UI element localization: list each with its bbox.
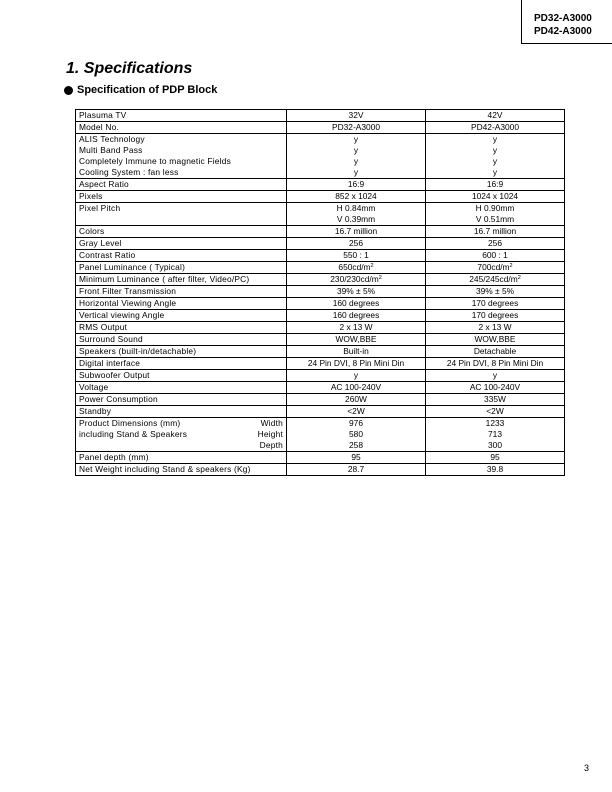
spec-value-32v bbox=[287, 464, 426, 476]
spec-value-text: y bbox=[492, 167, 498, 178]
spec-value-42v bbox=[426, 226, 565, 238]
spec-label-cell bbox=[76, 334, 287, 346]
spec-value-text: 256 bbox=[349, 238, 363, 249]
spec-label-cell bbox=[76, 156, 287, 167]
spec-value-text: PD32-A3000 bbox=[332, 122, 380, 133]
spec-value-text: 230/230cd/m bbox=[330, 274, 379, 285]
spec-label: Cooling System : fan less bbox=[79, 167, 179, 178]
spec-label: Standby bbox=[79, 406, 112, 417]
spec-label: Contrast Ratio bbox=[79, 250, 136, 261]
spec-label-cell bbox=[76, 418, 287, 430]
table-row bbox=[76, 310, 565, 322]
header-cell-42v: 42V bbox=[426, 110, 565, 122]
spec-value-text: 600 : 1 bbox=[482, 250, 508, 261]
spec-label-cell bbox=[76, 394, 287, 406]
spec-label-cell bbox=[76, 274, 287, 286]
table-row bbox=[76, 167, 565, 179]
table-row bbox=[76, 122, 565, 134]
spec-value-32v bbox=[287, 286, 426, 298]
spec-value-32v bbox=[287, 238, 426, 250]
spec-label: Aspect Ratio bbox=[79, 179, 129, 190]
table-row bbox=[76, 274, 565, 286]
table-row bbox=[76, 203, 565, 215]
spec-value-42v bbox=[426, 322, 565, 334]
spec-value-42v bbox=[426, 429, 565, 440]
spec-label: Panel Luminance ( Typical) bbox=[79, 262, 186, 273]
spec-value-text: 39% ± 5% bbox=[336, 286, 376, 297]
spec-value-42v bbox=[426, 310, 565, 322]
spec-value-32v bbox=[287, 382, 426, 394]
spec-label: Completely Immune to magnetic Fields bbox=[79, 156, 231, 167]
spec-value-text: 713 bbox=[488, 429, 502, 440]
spec-value-42v bbox=[426, 203, 565, 215]
spec-label: Pixels bbox=[79, 191, 103, 202]
spec-value-32v bbox=[287, 394, 426, 406]
model-number-42: PD42-A3000 bbox=[534, 26, 592, 37]
spec-value-42v bbox=[426, 191, 565, 203]
dimension-sublabel: Height bbox=[257, 429, 283, 440]
spec-label-cell bbox=[76, 406, 287, 418]
spec-value-42v bbox=[426, 238, 565, 250]
spec-value-42v bbox=[426, 370, 565, 382]
spec-label-cell bbox=[76, 238, 287, 250]
spec-value-text: 170 degrees bbox=[471, 310, 519, 321]
spec-label-cell bbox=[76, 452, 287, 464]
table-row bbox=[76, 464, 565, 476]
spec-value-text: y bbox=[353, 167, 359, 178]
spec-value-32v bbox=[287, 452, 426, 464]
spec-value-42v bbox=[426, 179, 565, 191]
spec-value-text: 852 x 1024 bbox=[335, 191, 377, 202]
spec-label: ALIS Technology bbox=[79, 134, 145, 145]
table-row bbox=[76, 250, 565, 262]
table-row bbox=[76, 286, 565, 298]
model-number-box bbox=[521, 0, 612, 44]
dimension-sublabel: Width bbox=[260, 418, 283, 429]
spec-label-cell bbox=[76, 262, 287, 274]
spec-value-text: H 0.90mm bbox=[475, 203, 515, 214]
table-row bbox=[76, 214, 565, 226]
spec-label: Voltage bbox=[79, 382, 109, 393]
spec-value-32v bbox=[287, 134, 426, 146]
table-row bbox=[76, 346, 565, 358]
superscript: 2 bbox=[509, 263, 513, 270]
spec-value-32v bbox=[287, 226, 426, 238]
spec-value-32v bbox=[287, 179, 426, 191]
spec-value-42v bbox=[426, 286, 565, 298]
spec-value-text: V 0.39mm bbox=[336, 214, 376, 225]
table-row bbox=[76, 145, 565, 156]
spec-value-text: <2W bbox=[347, 406, 365, 417]
spec-label-cell bbox=[76, 145, 287, 156]
spec-value-text: 2 x 13 W bbox=[478, 322, 512, 333]
spec-label-cell bbox=[76, 226, 287, 238]
spec-value-text: y bbox=[353, 370, 359, 381]
table-row bbox=[76, 262, 565, 274]
table-row bbox=[76, 322, 565, 334]
spec-value-text: y bbox=[492, 145, 498, 156]
spec-label-cell bbox=[76, 250, 287, 262]
spec-label-cell bbox=[76, 310, 287, 322]
spec-value-text: 16:9 bbox=[486, 179, 504, 190]
spec-value-32v bbox=[287, 122, 426, 134]
spec-label: Net Weight including Stand & speakers (Kg) bbox=[79, 464, 251, 475]
spec-value-32v bbox=[287, 310, 426, 322]
spec-label: Digital interface bbox=[79, 358, 141, 369]
spec-value-text: 258 bbox=[349, 440, 363, 451]
spec-label: Power Consumption bbox=[79, 394, 158, 405]
spec-label-cell bbox=[76, 440, 287, 452]
spec-label-cell bbox=[76, 346, 287, 358]
spec-value-text: y bbox=[492, 370, 498, 381]
spec-value-text: WOW,BBE bbox=[335, 334, 377, 345]
spec-value-text: 300 bbox=[488, 440, 502, 451]
spec-value-text: 160 degrees bbox=[332, 310, 380, 321]
spec-value-text: 95 bbox=[490, 452, 500, 463]
spec-value-text: PD42-A3000 bbox=[471, 122, 519, 133]
spec-value-text: y bbox=[353, 134, 359, 145]
spec-value-text: y bbox=[353, 156, 359, 167]
spec-label: Pixel Pitch bbox=[79, 203, 121, 214]
table-row bbox=[76, 370, 565, 382]
spec-value-text: 24 Pin DVI, 8 Pin Mini Din bbox=[446, 358, 544, 369]
spec-value-text: AC 100-240V bbox=[330, 382, 382, 393]
spec-value-42v bbox=[426, 214, 565, 226]
spec-value-text: AC 100-240V bbox=[469, 382, 521, 393]
superscript: 2 bbox=[378, 275, 382, 282]
table-row bbox=[76, 418, 565, 430]
table-row bbox=[76, 382, 565, 394]
spec-label-cell bbox=[76, 322, 287, 334]
spec-label-cell bbox=[76, 358, 287, 370]
page-number: 3 bbox=[584, 763, 590, 773]
spec-value-42v bbox=[426, 167, 565, 179]
spec-label-cell bbox=[76, 286, 287, 298]
spec-label: Front Filter Transmission bbox=[79, 286, 177, 297]
spec-value-text: 1024 x 1024 bbox=[471, 191, 519, 202]
header-cell-label: Plasuma TV bbox=[76, 110, 287, 122]
spec-value-text: 95 bbox=[351, 452, 361, 463]
spec-value-text: Detachable bbox=[473, 346, 517, 357]
spec-value-42v bbox=[426, 418, 565, 430]
spec-value-text: V 0.51mm bbox=[475, 214, 515, 225]
spec-label-cell bbox=[76, 167, 287, 179]
spec-value-text: 700cd/m bbox=[477, 262, 510, 273]
spec-value-text: 28.7 bbox=[347, 464, 365, 475]
spec-label-cell bbox=[76, 464, 287, 476]
spec-label: Vertical viewing Angle bbox=[79, 310, 165, 321]
spec-value-42v bbox=[426, 298, 565, 310]
spec-label-cell bbox=[76, 122, 287, 134]
superscript: 2 bbox=[370, 263, 374, 270]
table-row bbox=[76, 156, 565, 167]
spec-value-text: 580 bbox=[349, 429, 363, 440]
model-number-32: PD32-A3000 bbox=[534, 13, 592, 24]
spec-value-32v bbox=[287, 370, 426, 382]
table-row bbox=[76, 226, 565, 238]
spec-value-42v bbox=[426, 145, 565, 156]
spec-label-cell bbox=[76, 134, 287, 146]
spec-value-32v bbox=[287, 346, 426, 358]
spec-value-42v bbox=[426, 334, 565, 346]
spec-value-text: WOW,BBE bbox=[474, 334, 516, 345]
spec-value-text: H 0.84mm bbox=[336, 203, 376, 214]
spec-label: Product Dimensions (mm) bbox=[79, 418, 181, 429]
table-row bbox=[76, 134, 565, 146]
spec-value-text: y bbox=[492, 134, 498, 145]
table-row bbox=[76, 406, 565, 418]
section-subtitle bbox=[64, 84, 217, 96]
spec-label: Gray Level bbox=[79, 238, 122, 249]
spec-label: Horizontal Viewing Angle bbox=[79, 298, 177, 309]
spec-value-32v bbox=[287, 322, 426, 334]
table-row bbox=[76, 179, 565, 191]
spec-value-text: y bbox=[353, 145, 359, 156]
spec-value-text: 16.7 million bbox=[473, 226, 517, 237]
superscript: 2 bbox=[517, 275, 521, 282]
table-row bbox=[76, 238, 565, 250]
spec-value-42v bbox=[426, 156, 565, 167]
spec-label: Minimum Luminance ( after filter, Video/PC) bbox=[79, 274, 250, 285]
table-row bbox=[76, 334, 565, 346]
spec-value-text: 976 bbox=[349, 418, 363, 429]
spec-label-cell bbox=[76, 298, 287, 310]
spec-label-cell bbox=[76, 179, 287, 191]
table-row bbox=[76, 191, 565, 203]
spec-value-42v bbox=[426, 134, 565, 146]
spec-value-text: y bbox=[492, 156, 498, 167]
spec-value-text: Built-in bbox=[343, 346, 369, 357]
spec-label: Colors bbox=[79, 226, 105, 237]
spec-value-32v bbox=[287, 250, 426, 262]
spec-label-cell bbox=[76, 191, 287, 203]
page-title: 1. Specifications bbox=[66, 60, 193, 77]
spec-value-text: 170 degrees bbox=[471, 298, 519, 309]
spec-label: Surround Sound bbox=[79, 334, 143, 345]
spec-value-32v bbox=[287, 156, 426, 167]
spec-label: Multi Band Pass bbox=[79, 145, 143, 156]
spec-table bbox=[75, 109, 565, 476]
spec-value-text: 256 bbox=[488, 238, 502, 249]
spec-value-text: 160 degrees bbox=[332, 298, 380, 309]
spec-value-42v bbox=[426, 440, 565, 452]
spec-label: including Stand & Speakers bbox=[79, 429, 188, 440]
spec-value-42v bbox=[426, 406, 565, 418]
spec-value-text: 24 Pin DVI, 8 Pin Mini Din bbox=[307, 358, 405, 369]
spec-value-32v bbox=[287, 298, 426, 310]
spec-value-text: 16:9 bbox=[347, 179, 365, 190]
spec-value-42v bbox=[426, 274, 565, 286]
spec-value-32v bbox=[287, 262, 426, 274]
spec-value-32v bbox=[287, 203, 426, 215]
spec-label-cell bbox=[76, 370, 287, 382]
spec-value-text: 335W bbox=[484, 394, 506, 405]
spec-value-text: 550 : 1 bbox=[343, 250, 369, 261]
spec-value-42v bbox=[426, 346, 565, 358]
spec-value-32v bbox=[287, 145, 426, 156]
spec-value-42v bbox=[426, 250, 565, 262]
spec-value-42v bbox=[426, 358, 565, 370]
spec-value-32v bbox=[287, 167, 426, 179]
spec-value-32v bbox=[287, 440, 426, 452]
spec-value-42v bbox=[426, 382, 565, 394]
spec-label: Subwoofer Output bbox=[79, 370, 150, 381]
spec-value-text: 39% ± 5% bbox=[475, 286, 515, 297]
spec-value-text: 16.7 million bbox=[334, 226, 378, 237]
table-row bbox=[76, 452, 565, 464]
bullet-icon bbox=[64, 86, 73, 95]
spec-value-text: 245/245cd/m bbox=[469, 274, 518, 285]
spec-value-32v bbox=[287, 418, 426, 430]
spec-value-32v bbox=[287, 358, 426, 370]
spec-label-cell bbox=[76, 203, 287, 215]
table-row bbox=[76, 358, 565, 370]
spec-value-text: 2 x 13 W bbox=[339, 322, 373, 333]
spec-label: Model No. bbox=[79, 122, 119, 133]
spec-value-text: 260W bbox=[345, 394, 367, 405]
spec-value-42v bbox=[426, 122, 565, 134]
spec-value-32v bbox=[287, 191, 426, 203]
table-row bbox=[76, 394, 565, 406]
spec-value-text: 650cd/m bbox=[338, 262, 371, 273]
spec-label-cell bbox=[76, 429, 287, 440]
table-row bbox=[76, 298, 565, 310]
spec-value-32v bbox=[287, 274, 426, 286]
dimension-sublabel: Depth bbox=[259, 440, 283, 451]
header-cell-32v: 32V bbox=[287, 110, 426, 122]
spec-value-32v bbox=[287, 406, 426, 418]
spec-value-text: <2W bbox=[486, 406, 504, 417]
spec-value-text: 1233 bbox=[485, 418, 505, 429]
table-header-row bbox=[76, 110, 565, 122]
spec-label-cell bbox=[76, 214, 287, 226]
spec-label: Panel depth (mm) bbox=[79, 452, 149, 463]
spec-value-32v bbox=[287, 334, 426, 346]
table-row bbox=[76, 440, 565, 452]
spec-label-cell bbox=[76, 382, 287, 394]
spec-label: Speakers (built-in/detachable) bbox=[79, 346, 197, 357]
spec-value-42v bbox=[426, 394, 565, 406]
spec-value-text: 39.8 bbox=[486, 464, 504, 475]
spec-value-42v bbox=[426, 464, 565, 476]
spec-value-42v bbox=[426, 262, 565, 274]
spec-value-32v bbox=[287, 214, 426, 226]
spec-value-32v bbox=[287, 429, 426, 440]
subtitle-text: Specification of PDP Block bbox=[77, 84, 218, 96]
table-row bbox=[76, 429, 565, 440]
spec-value-42v bbox=[426, 452, 565, 464]
spec-label: RMS Output bbox=[79, 322, 128, 333]
